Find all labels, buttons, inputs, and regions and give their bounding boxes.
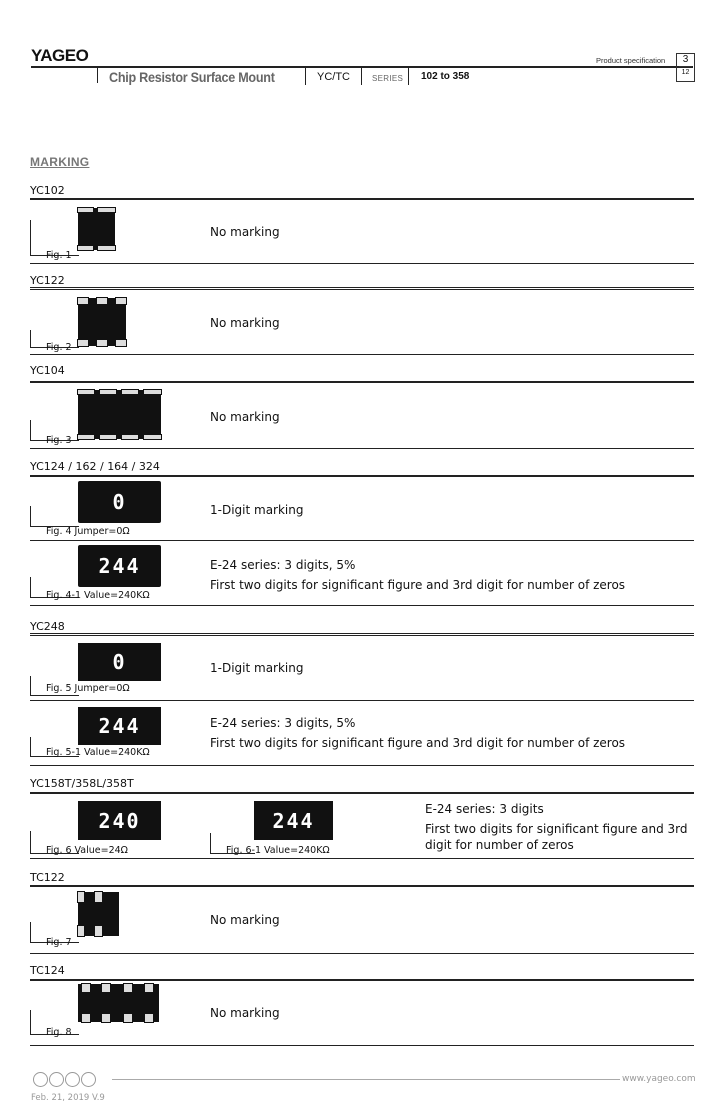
section-name: YC248 xyxy=(30,620,65,633)
header-divider xyxy=(305,68,306,85)
section-rule xyxy=(30,381,694,383)
section-rule xyxy=(30,540,694,541)
chip-drawing xyxy=(78,801,161,840)
header-divider xyxy=(97,67,98,83)
marking-description: No marking xyxy=(210,410,280,424)
section-rule xyxy=(30,1045,694,1046)
footer-date: Feb. 21, 2019 V.9 xyxy=(31,1093,105,1103)
section-rule xyxy=(30,605,694,606)
section-rule xyxy=(30,354,694,355)
chip-drawing xyxy=(78,298,126,346)
section-name: YC102 xyxy=(30,184,65,197)
header-divider xyxy=(408,68,409,85)
marking-description: No marking xyxy=(210,316,280,330)
eco-icon xyxy=(49,1072,64,1087)
marking-description: No marking xyxy=(210,1006,280,1020)
figure-label: Fig. 4 Jumper=0Ω xyxy=(46,526,130,537)
chip-drawing xyxy=(254,801,333,840)
section-rule xyxy=(30,792,694,794)
marking-description: No marking xyxy=(210,913,280,927)
footer-rule xyxy=(112,1079,620,1080)
section-name: TC122 xyxy=(30,871,65,884)
section-rule xyxy=(30,765,694,766)
company-logo: YAGEO xyxy=(31,46,89,65)
chip-drawing xyxy=(78,643,161,681)
chip-drawing xyxy=(78,545,161,587)
header-rule xyxy=(31,66,693,68)
section-title: MARKING xyxy=(30,155,90,169)
section-name: YC122 xyxy=(30,274,65,287)
figure-label: Fig. 5-1 Value=240KΩ xyxy=(46,747,150,758)
marking-description: E-24 series: 3 digits, 5% xyxy=(210,716,356,730)
section-rule xyxy=(30,198,694,200)
eco-icon xyxy=(65,1072,80,1087)
chip-marking: 0 xyxy=(112,490,127,514)
figure-label: Fig. 2 xyxy=(46,342,72,353)
figure-label: Fig. 6-1 Value=240KΩ xyxy=(226,845,330,856)
chip-marking: 0 xyxy=(112,650,127,674)
marking-description: digit for number of zeros xyxy=(425,838,574,852)
section-name: YC124 / 162 / 164 / 324 xyxy=(30,460,160,473)
section-rule xyxy=(30,858,694,859)
section-name: TC124 xyxy=(30,964,65,977)
section-name: YC158T/358L/358T xyxy=(30,777,134,790)
section-rule xyxy=(30,287,694,290)
eco-icon xyxy=(33,1072,48,1087)
chip-marking: 244 xyxy=(98,714,141,738)
section-rule xyxy=(30,475,694,477)
footer-url[interactable]: www.yageo.com xyxy=(622,1074,696,1084)
series-label: SERIES xyxy=(372,74,404,83)
section-rule xyxy=(30,953,694,954)
chip-drawing xyxy=(78,707,161,745)
marking-description: First two digits for significant figure and 3rd digit for number of zeros xyxy=(210,736,626,750)
page-number: 3 xyxy=(682,54,689,65)
document-title: Chip Resistor Surface Mount xyxy=(109,69,275,85)
eco-icons xyxy=(33,1072,96,1087)
marking-description: No marking xyxy=(210,225,280,239)
section-rule xyxy=(30,633,694,636)
leader-line xyxy=(30,506,79,527)
page-total: 12 xyxy=(681,69,690,76)
chip-marking: 244 xyxy=(272,808,315,833)
marking-description: 1-Digit marking xyxy=(210,503,304,517)
section-rule xyxy=(30,448,694,449)
chip-drawing xyxy=(78,984,159,1022)
eco-icon xyxy=(81,1072,96,1087)
section-rule xyxy=(30,885,694,887)
product-spec-label: Product specification xyxy=(596,56,666,65)
figure-label: Fig. 5 Jumper=0Ω xyxy=(46,683,130,694)
marking-description: First two digits for significant figure and 3rd xyxy=(425,822,688,836)
marking-description: E-24 series: 3 digits xyxy=(425,802,544,816)
chip-drawing xyxy=(78,892,119,936)
chip-marking: 244 xyxy=(98,554,141,578)
section-rule xyxy=(30,979,694,981)
section-rule xyxy=(30,263,694,264)
marking-description: E-24 series: 3 digits, 5% xyxy=(210,558,356,572)
product-code: YC/TC xyxy=(317,71,350,83)
figure-label: Fig. 6 Value=24Ω xyxy=(46,845,128,856)
section-rule xyxy=(30,700,694,701)
header-divider xyxy=(361,68,362,85)
marking-description: First two digits for significant figure and 3rd digit for number of zeros xyxy=(210,578,626,592)
figure-label: Fig. 3 xyxy=(46,435,72,446)
figure-label: Fig. 7 xyxy=(46,937,72,948)
chip-marking: 240 xyxy=(98,808,141,833)
chip-drawing xyxy=(78,390,161,439)
chip-drawing xyxy=(78,481,161,523)
chip-drawing xyxy=(78,208,115,250)
figure-label: Fig. 8 xyxy=(46,1027,72,1038)
series-range: 102 to 358 xyxy=(421,71,470,82)
marking-description: 1-Digit marking xyxy=(210,661,304,675)
figure-label: Fig. 4-1 Value=240KΩ xyxy=(46,590,150,601)
figure-label: Fig. 1 xyxy=(46,250,72,261)
page-indicator xyxy=(676,53,695,82)
section-name: YC104 xyxy=(30,364,65,377)
